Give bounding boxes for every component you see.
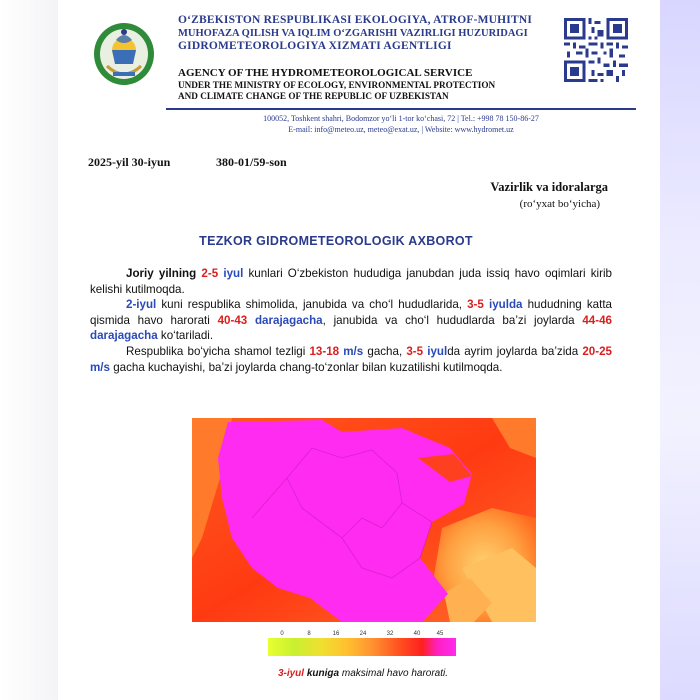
agency-en-line-3: AND CLIMATE CHANGE OF THE REPUBLIC OF UZBEKISTAN [178, 91, 449, 101]
scale-tick-32: 32 [386, 631, 394, 637]
p1-lead: Joriy yilning [126, 267, 197, 280]
contact-address: 100052, Toshkent shahri, Bodomzor yo‘li 1-tor ko‘chasi, 72 | Tel.: +998 78 150-86-27 [263, 114, 539, 123]
p2-temp-2: 44-46 [582, 313, 612, 327]
p3-text-3: da ayrim joylarda ba’zida [447, 344, 583, 358]
paragraph-1 [90, 266, 612, 297]
p2-text-3: , janubida va cho‘l hududlarda ba’zi joylarda [322, 313, 583, 327]
p3-month: iyul [427, 344, 448, 358]
paragraph-3 [90, 344, 612, 375]
scale-tick-45: 45 [436, 631, 444, 637]
p2-text-1: kuni respublika shimolida, janubida va cho‘l hududlarida, [156, 298, 468, 312]
scale-tick-24: 24 [359, 631, 367, 637]
document-body [90, 266, 612, 375]
p3-dates: 3-5 [406, 344, 424, 358]
p1-text: kunlari O‘zbekiston hududiga janubdan juda issiq havo oqimlari kirib kelishi kutilmoqda. [90, 267, 612, 296]
document-title: TEZKOR GIDROMETEOROLOGIK AXBOROT [199, 234, 473, 248]
p3-unit-2: m/s [90, 360, 110, 374]
p1-dates: 2-5 [201, 267, 219, 280]
agency-uz-line-1: O‘ZBEKISTON RESPUBLIKASI EKOLOGIYA, ATROF-MUHITNI [178, 14, 533, 26]
p3-wind-1: 13-18 [309, 344, 340, 358]
scale-tick-40: 40 [413, 631, 421, 637]
qr-code-icon [564, 18, 628, 82]
contact-info [166, 114, 636, 135]
scale-tick-16: 16 [332, 631, 340, 637]
p3-wind-2: 20-25 [582, 344, 612, 358]
p3-text-4: gacha kuchayishi, ba’zi joylarda chang-to‘zonlar bilan kuzatilishi kutilmoqda. [109, 360, 503, 374]
p2-dates: 3-5 [467, 298, 484, 312]
paragraph-2 [90, 297, 612, 344]
scale-bar [268, 638, 456, 656]
p1-month: iyul [223, 267, 244, 280]
contact-email: E-mail: info@meteo.uz, meteo@exat.uz, | Website: www.hydromet.uz [288, 124, 514, 134]
caption-text: maksimal havo harorati. [339, 668, 449, 679]
scale-tick-0: 0 [280, 631, 284, 637]
agency-en-line-2: UNDER THE MINISTRY OF ECOLOGY, ENVIRONMENTAL PROTECTION [178, 79, 496, 90]
map-caption [66, 668, 660, 679]
document-number: 380-01/59-son [216, 155, 287, 169]
p2-text-2: hududning katta qismida havo harorati [90, 298, 612, 327]
p2-unit-2: darajagacha [90, 329, 158, 343]
p2-text-4: ko‘tariladi. [157, 329, 214, 343]
header-divider [166, 108, 636, 110]
p2-unit-1: darajagacha [254, 313, 323, 327]
agency-en-line-1: AGENCY OF THE HYDROMETEOROLOGICAL SERVICE [178, 67, 473, 79]
agency-uz-line-3: GIDROMETEOROLOGIYA XIZMATI AGENTLIGI [178, 40, 452, 52]
document-date: 2025-yil 30-iyun [88, 155, 171, 169]
p2-date: 2-iyul [126, 298, 157, 312]
scale-tick-8: 8 [307, 631, 311, 637]
caption-day: kuniga [306, 668, 340, 679]
caption-date: 3-iyul [277, 668, 305, 679]
right-margin [660, 0, 700, 700]
p3-text-2: gacha, [363, 344, 407, 358]
agency-uz-line-2: MUHOFAZA QILISH VA IQLIM O‘ZGARISHI VAZIRLIGI HUZURIDAGI [178, 28, 528, 39]
document-page [66, 0, 660, 700]
left-margin [0, 0, 58, 700]
temperature-color-scale [264, 628, 460, 658]
agency-name-en [178, 68, 568, 103]
p3-text-1: Respublika bo‘yicha shamol tezligi [126, 344, 310, 358]
p2-temp-1: 40-43 [217, 313, 248, 327]
addressee-note: (ro‘yxat bo‘yicha) [519, 198, 600, 210]
state-emblem-icon [93, 20, 155, 86]
p3-unit-1: m/s [343, 344, 364, 358]
temperature-map [192, 418, 536, 622]
p2-month: iyulda [488, 298, 523, 312]
addressee: Vazirlik va idoralarga [490, 180, 608, 194]
agency-name-uz [178, 14, 568, 53]
